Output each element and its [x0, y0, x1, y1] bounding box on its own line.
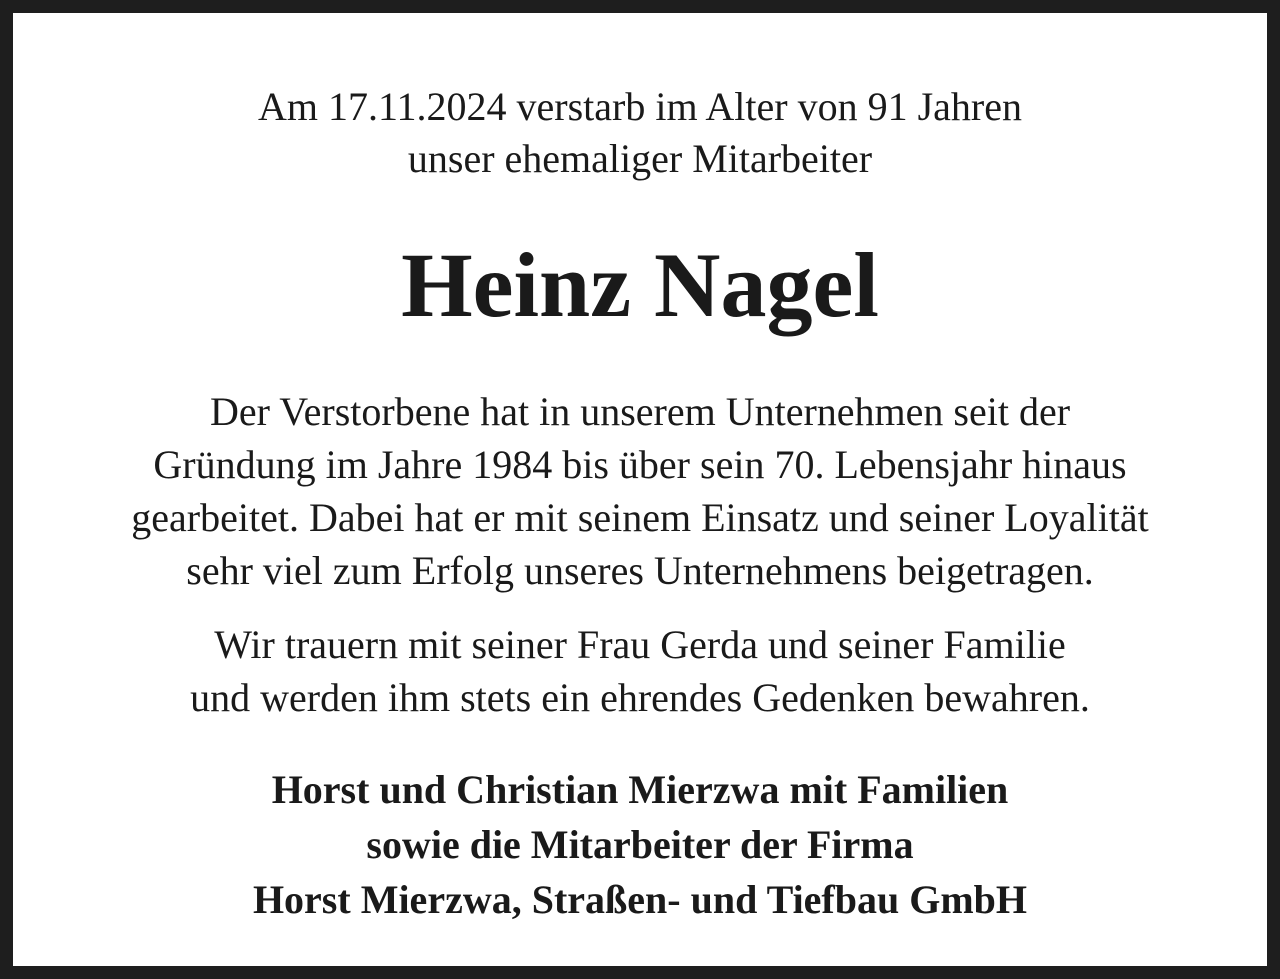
- paragraph1-line-2: Gründung im Jahre 1984 bis über sein 70. Lebensjahr hinaus: [153, 442, 1127, 487]
- signature-line-1: Horst und Christian Mierzwa mit Familien: [271, 767, 1009, 812]
- signature-line-3: Horst Mierzwa, Straßen- und Tiefbau GmbH: [252, 877, 1028, 922]
- deceased-name: Heinz Nagel: [401, 234, 879, 336]
- intro-line-1: Am 17.11.2024 verstarb im Alter von 91 Jahren: [258, 84, 1022, 129]
- paragraph2-line-1: Wir trauern mit seiner Frau Gerda und seiner Familie: [214, 622, 1066, 667]
- intro-line-2: unser ehemaliger Mitarbeiter: [407, 136, 873, 181]
- signature-line-2: sowie die Mitarbeiter der Firma: [366, 822, 914, 867]
- paragraph1-line-3: gearbeitet. Dabei hat er mit seinem Einsatz und seiner Loyalität: [131, 495, 1149, 540]
- paragraph2-line-2: und werden ihm stets ein ehrendes Gedenken bewahren.: [190, 675, 1090, 720]
- notice-content: [26, 13, 1254, 966]
- paragraph1-line-4: sehr viel zum Erfolg unseres Unternehmens beigetragen.: [186, 548, 1094, 593]
- paragraph1-line-1: Der Verstorbene hat in unserem Unternehmen seit der: [209, 389, 1071, 434]
